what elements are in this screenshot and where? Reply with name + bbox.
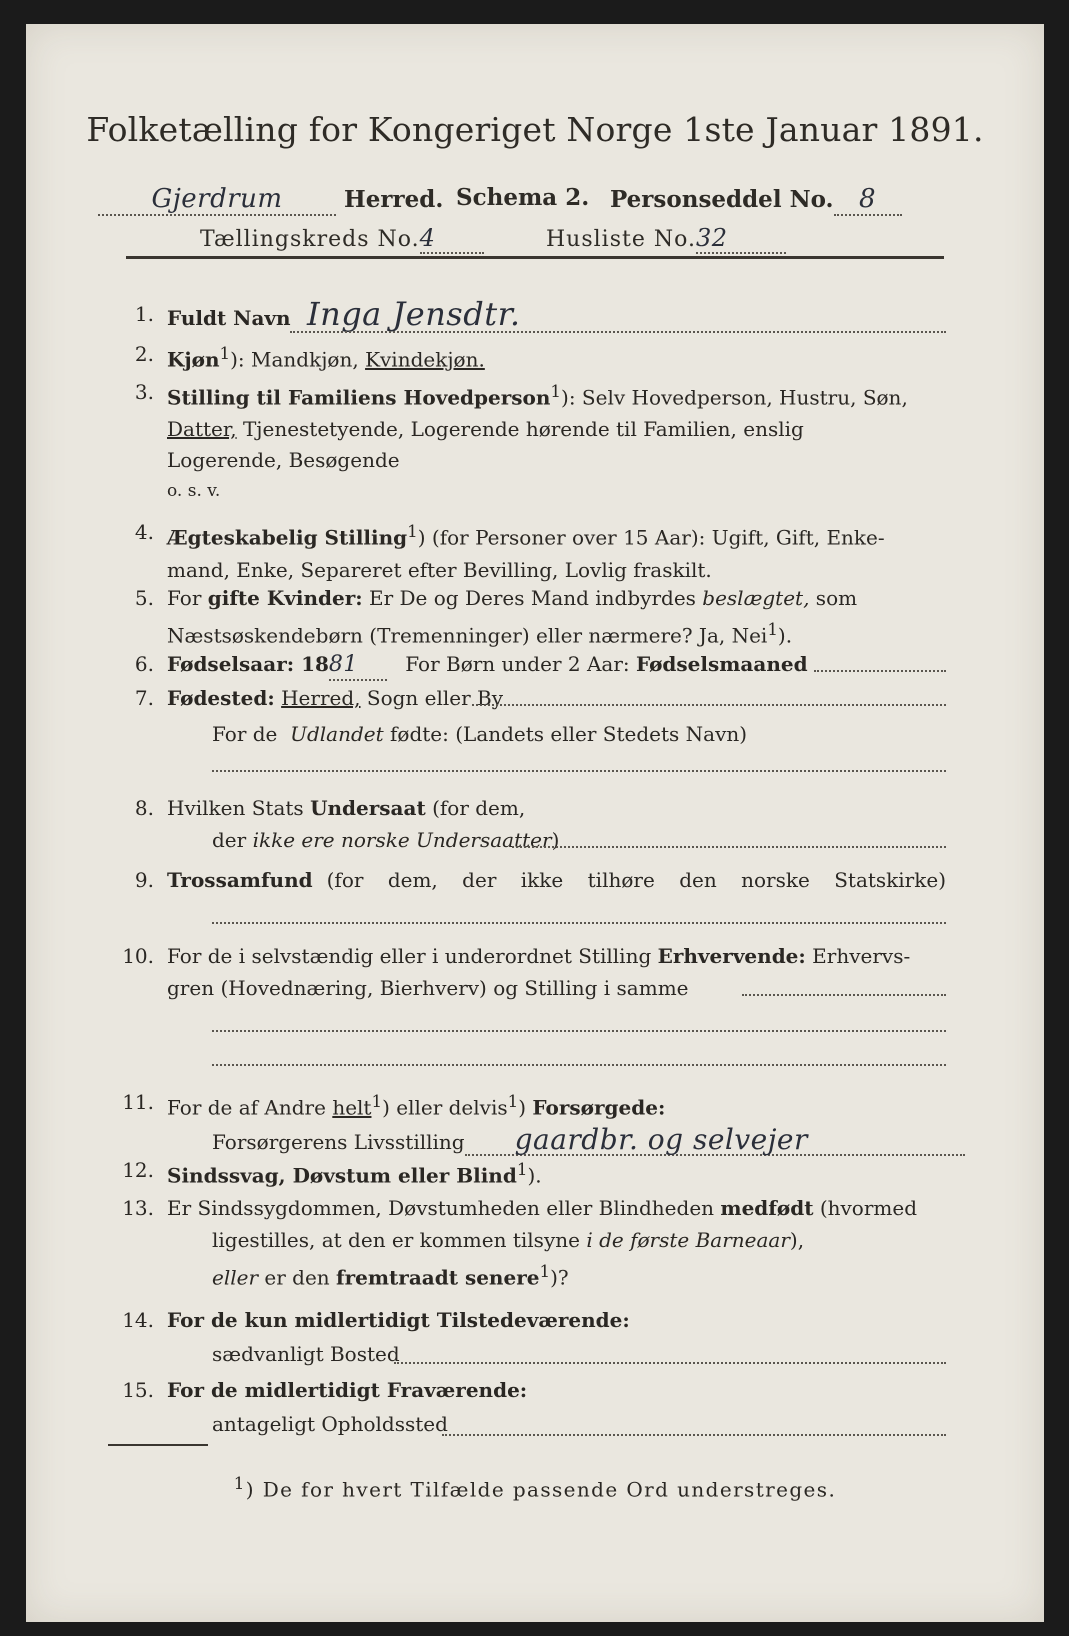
- name-label: Fuldt Navn: [167, 306, 291, 330]
- citizenship-prefix: Hvilken Stats: [167, 796, 304, 820]
- footnote-rule: [108, 1444, 208, 1446]
- item-number: 12.: [122, 1158, 154, 1182]
- item-number: 1.: [134, 302, 154, 326]
- disability-end: ).: [527, 1163, 542, 1188]
- footnote-ref: 1: [219, 344, 231, 363]
- census-form-sheet: [26, 24, 1044, 1622]
- birth-month-fill-line: [814, 670, 946, 672]
- birthplace-fill-line: [472, 704, 946, 706]
- marital-label: Ægteskabelig Stilling: [167, 525, 408, 550]
- position-options-2: Tjenestetyende, Logerende hørende til Familien, enslig: [236, 416, 804, 441]
- personseddel-label: Personseddel No.: [610, 186, 834, 213]
- footnote: [26, 1474, 1044, 1502]
- support-label: Forsørgede:: [532, 1095, 666, 1120]
- birthplace-options: Sogn eller By: [360, 686, 504, 710]
- religion-label: Trossamfund: [167, 868, 313, 892]
- footnote-ref: 1: [767, 620, 778, 639]
- married-women-question: Er De og Deres Mand indbyrdes: [362, 586, 703, 610]
- footnote-marker: 1: [233, 1474, 246, 1493]
- item-11-text: [167, 1088, 946, 1156]
- disability-label: Sindssvag, Døvstum eller Blind: [167, 1163, 517, 1188]
- later-onset-label: fremtraadt senere: [336, 1265, 540, 1290]
- congenital-suffix: (hvormed: [819, 1196, 917, 1220]
- item-7: [112, 684, 946, 784]
- congenital-or: eller: [212, 1265, 259, 1290]
- temporary-absent-label: For de midlertidigt Fraværende:: [167, 1378, 528, 1402]
- personseddel-line: [610, 184, 902, 216]
- usual-residence-fill-line: [394, 1362, 946, 1364]
- support-selected: helt: [332, 1095, 372, 1120]
- item-number: 11.: [122, 1090, 154, 1114]
- item-4: [112, 518, 946, 582]
- item-14-text: [167, 1306, 946, 1368]
- item-9-text: [167, 866, 946, 894]
- abroad-word: Udlandet: [290, 722, 384, 746]
- name-value: Inga Jensdtr.: [306, 295, 521, 333]
- position-selected: Datter,: [167, 416, 237, 441]
- herred-line: [98, 184, 443, 216]
- citizenship-line2-end: ): [551, 828, 560, 852]
- footnote-ref: 1: [516, 1160, 528, 1179]
- form-title: Folketælling for Kongeriget Norge 1ste Januar 1891.: [86, 110, 984, 149]
- husliste-line: [546, 224, 786, 254]
- footnote-text: ) De for hvert Tilfælde passende Ord understreges.: [245, 1477, 837, 1502]
- position-options-3: Logerende, Besøgende: [167, 447, 400, 472]
- occupation-label: Erhvervende:: [657, 944, 806, 968]
- supporter-occupation-label: Forsørgerens Livsstilling: [212, 1129, 465, 1154]
- name-fill-line: [290, 331, 946, 333]
- item-1: [112, 295, 946, 340]
- citizenship-fill-line: [512, 846, 946, 848]
- position-label: Stilling til Familiens Hovedperson: [167, 385, 551, 410]
- congenital-line3-end: )?: [550, 1265, 569, 1290]
- footnote-ref: 1: [550, 382, 562, 401]
- occupation-suffix: Erhvervs-: [812, 944, 911, 968]
- husliste-value: 32: [696, 224, 786, 254]
- support-paren: ): [518, 1095, 527, 1120]
- birthplace-selected: Herred,: [281, 686, 361, 710]
- support-partial: ) eller delvis: [382, 1095, 508, 1120]
- birth-month-label: Fødselsmaaned: [635, 652, 808, 676]
- item-12-text: [167, 1156, 946, 1190]
- abroad-fill-line: [212, 770, 946, 772]
- occupation-line2: gren (Hovednæring, Bierhverv) og Stilling i samme: [167, 976, 689, 1000]
- item-15: [112, 1376, 946, 1440]
- married-women-line2-end: ).: [777, 623, 793, 648]
- header-rule: [126, 256, 944, 259]
- herred-label: Herred.: [344, 186, 444, 213]
- item-10-text: [167, 942, 946, 1002]
- schema-label: Schema 2.: [456, 184, 590, 211]
- item-5: [112, 584, 946, 648]
- occupation-fill-line-1: [742, 994, 946, 996]
- support-prefix: For de af Andre: [167, 1095, 326, 1120]
- kreds-label: Tællingskreds No.: [200, 227, 420, 252]
- sex-options: ): Mandkjøn,: [230, 347, 366, 372]
- under-two-label: For Børn under 2 Aar:: [405, 652, 630, 676]
- footnote-ref: 1: [407, 522, 418, 541]
- item-number: 7.: [134, 686, 154, 710]
- husliste-label: Husliste No.: [546, 227, 696, 252]
- item-10: [112, 942, 946, 1052]
- birth-year-label: Fødselsaar: 18: [167, 652, 329, 676]
- occupation-fill-line-2: [212, 1030, 946, 1032]
- footnote-ref: 1: [371, 1092, 383, 1111]
- congenital-prefix: Er Sindssygdommen, Døvstumheden eller Blindheden: [167, 1196, 715, 1220]
- item-3-text: [167, 378, 946, 505]
- citizenship-suffix: (for dem,: [432, 796, 526, 820]
- religion-fill-line: [212, 922, 946, 924]
- married-women-end: som: [809, 586, 858, 610]
- herred-value: Gjerdrum: [98, 184, 336, 216]
- congenital-line2-end: ),: [789, 1228, 805, 1252]
- item-14: [112, 1306, 946, 1370]
- probable-residence-fill-line: [442, 1434, 946, 1436]
- item-number: 3.: [134, 380, 154, 404]
- religion-question: (for dem, der ikke tilhøre den norske Statskirke): [326, 868, 946, 892]
- item-5-text: [167, 584, 946, 650]
- item-8: [112, 794, 946, 854]
- congenital-label: medfødt: [720, 1196, 814, 1220]
- item-number: 2.: [134, 342, 154, 366]
- congenital-line3: er den: [258, 1265, 337, 1290]
- sex-label: Kjøn: [167, 347, 220, 372]
- kreds-value: 4: [420, 224, 484, 254]
- item-number: 15.: [122, 1378, 154, 1402]
- item-number: 5.: [134, 586, 154, 610]
- item-8-text: [167, 794, 946, 854]
- position-options-1: ): Selv Hovedperson, Hustru, Søn,: [561, 385, 908, 410]
- abroad-question: fødte: (Landets eller Stedets Navn): [390, 722, 748, 746]
- item-1-text: [167, 295, 946, 333]
- occupation-fill-line-3: [212, 1064, 946, 1066]
- item-3: [112, 378, 946, 501]
- kreds-line: [200, 224, 484, 254]
- occupation-prefix: For de i selvstændig eller i underordnet Stilling: [167, 944, 652, 968]
- item-number: 4.: [134, 520, 154, 544]
- birth-year-value: 81: [329, 651, 387, 681]
- married-women-prefix: For: [167, 586, 202, 610]
- marital-options-1: ) (for Personer over 15 Aar): Ugift, Gift, Enke-: [417, 525, 885, 550]
- citizenship-label: Undersaat: [310, 796, 426, 820]
- related-word: beslægtet,: [702, 586, 810, 610]
- supporter-occupation-value: gaardbr. og selvejer: [465, 1126, 965, 1156]
- personseddel-value: 8: [834, 184, 902, 216]
- married-women-line2: Næstsøskendebørn (Tremenninger) eller nærmere? Ja, Nei: [167, 623, 768, 648]
- item-9: [112, 866, 946, 926]
- item-2-text: [167, 340, 946, 374]
- footnote-ref: 1: [539, 1262, 551, 1281]
- position-options-4: o. s. v.: [167, 480, 221, 501]
- item-number: 13.: [122, 1196, 154, 1220]
- citizenship-line2-prefix: der: [212, 828, 253, 852]
- item-15-text: [167, 1376, 946, 1438]
- sex-selected: Kvindekjøn.: [365, 347, 485, 372]
- item-number: 10.: [122, 944, 154, 968]
- item-13-text: [167, 1194, 946, 1292]
- item-number: 14.: [122, 1308, 154, 1332]
- citizenship-italic: ikke ere norske Undersaatter: [252, 828, 552, 852]
- footnote-ref: 1: [507, 1092, 519, 1111]
- item-number: 6.: [134, 652, 154, 676]
- abroad-prefix: For de: [212, 722, 278, 746]
- birthplace-label: Fødested:: [167, 686, 275, 710]
- temporary-present-label: For de kun midlertidigt Tilstedeværende:: [167, 1308, 630, 1332]
- item-7-text: [167, 684, 946, 748]
- item-number: 8.: [134, 796, 154, 820]
- item-4-text: [167, 518, 946, 584]
- married-women-label: gifte Kvinder:: [207, 586, 363, 610]
- item-13: [112, 1194, 946, 1294]
- item-11: [112, 1088, 946, 1156]
- marital-options-2: mand, Enke, Separeret efter Bevilling, Lovlig fraskilt.: [167, 557, 712, 582]
- congenital-italic: i de første Barneaar: [586, 1228, 790, 1252]
- item-6-text: [167, 650, 946, 681]
- probable-residence-label: antageligt Opholdssted: [212, 1412, 448, 1436]
- congenital-line2: ligestilles, at den er kommen tilsyne: [212, 1228, 587, 1252]
- usual-residence-label: sædvanligt Bosted: [212, 1342, 400, 1366]
- item-number: 9.: [134, 868, 154, 892]
